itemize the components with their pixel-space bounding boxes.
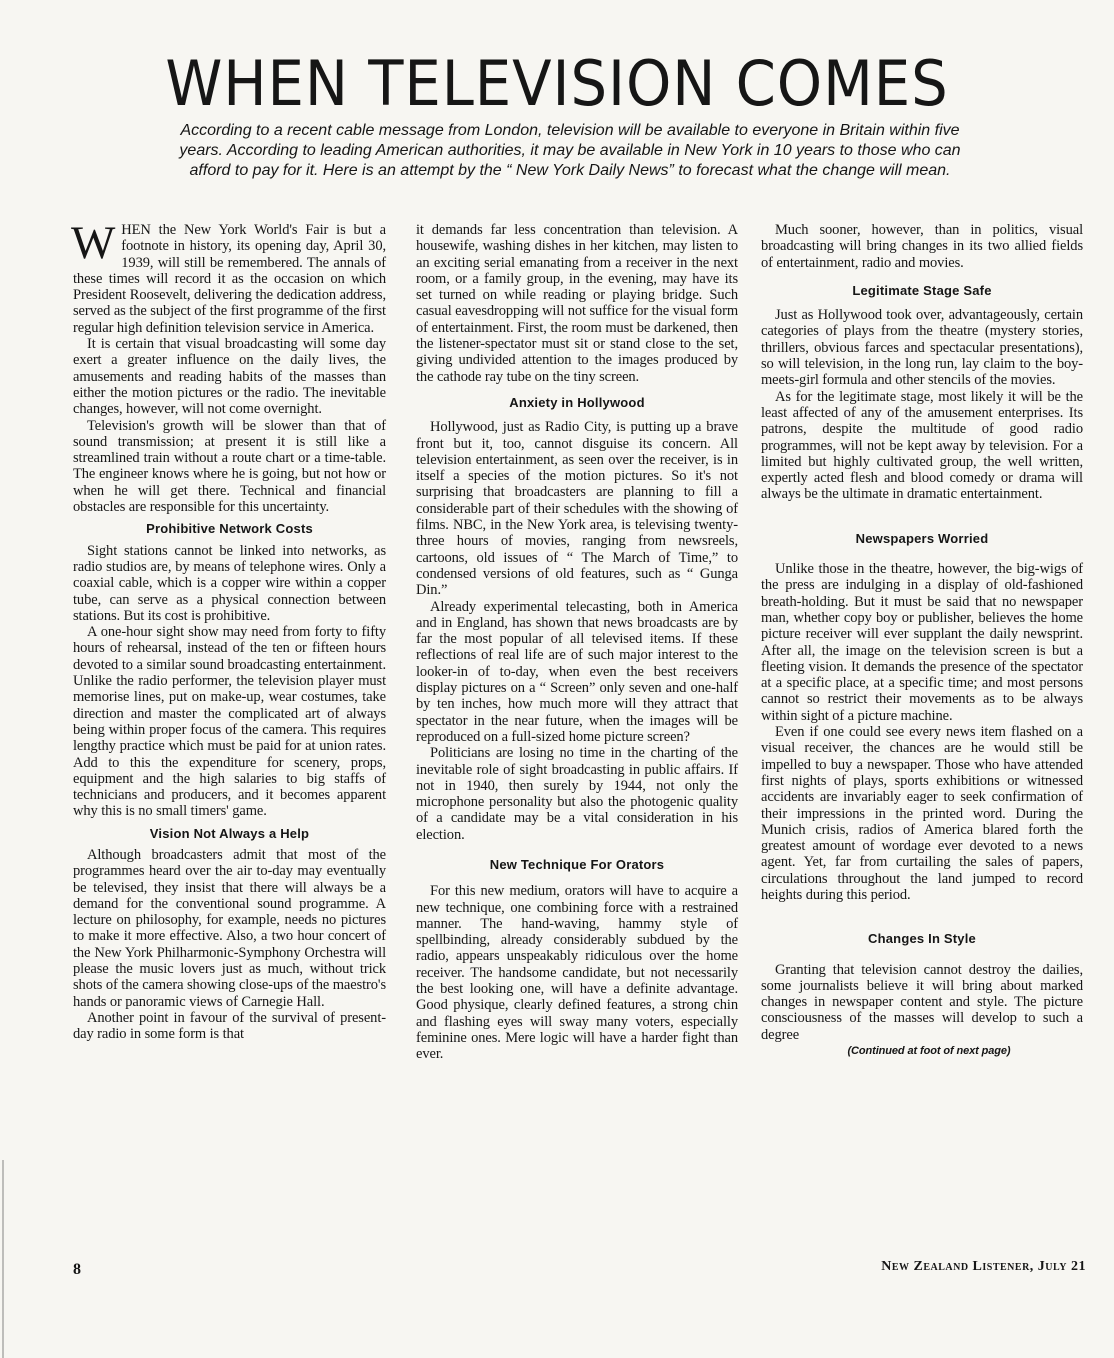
- scan-edge-mark: [2, 1160, 10, 1358]
- opening-paragraph: [71, 217, 386, 336]
- subheading: Prohibitive Network Costs: [146, 521, 313, 537]
- paragraph: Although broadcasters admit that most of the programmes heard over the air to-day may eventually be televised, they insist that there will always be a demand for the conventional sound programme. A lecture on philosophy, for example, needs no pictures to make it more effective. Also, a two hour concert of the New York Philharmonic-Symphony Orchestra will please the music lovers just as much, without trick shots of the camera showing close-ups of the maestro's hands or panoramic views of Carnegie Hall.: [73, 846, 386, 1010]
- paragraph: A one-hour sight show may need from forty to fifty hours of rehearsal, instead of the ten or fifteen hours devoted to a similar sound broadcasting entertainment. Unlike the radio performer, the television player must memorise lines, put on make-up, wear costumes, take direction and master the complicated art of always being within proper focus of the camera. This requires lengthy practice which must be paid for at union rates. Add to this the expenditure for scenery, props, equipment and the high salaries to big staffs of technicians and producers, and it becomes apparent why this is no small timers' game.: [73, 624, 386, 820]
- paragraph: Politicians are losing no time in the charting of the inevitable role of sight broadcasting in public affairs. If not in 1940, then surely by 1944, not only the microphone personality but also the photogenic quality of a candidate may be a vital consideration in his election.: [416, 745, 738, 843]
- paragraph: For this new medium, orators will have to acquire a new technique, one combining force with a restrained manner. The hand-waving, hammy style of spellbinding, already considerably subdued by the radio, appears unspeakably ridiculous over the home receiver. The handsome candidate, but not necessarily the best looking one, will have a definite advantage. Good physique, clearly defined features, a strong chin and flashing eyes will sway many voters, especially feminine ones. Mere logic will have a harder fight than ever.: [416, 883, 738, 1063]
- article-column-1: [71, 217, 386, 1043]
- page-number: 8: [73, 1261, 81, 1278]
- publication-footer: New Zealand Listener, July 21: [881, 1259, 1086, 1274]
- paragraph: Unlike those in the theatre, however, the big-wigs of the press are indulging in a display of old-fashioned breath-holding. But it must be said that no newspaper man, whether copy boy or publisher, believes the home picture receiver will ever supplant the daily newsprint. After all, the image on the television screen is but a fleeting vision. It demands the presence of the spectator at a specific place, at a specific time; and most persons cannot so restrict their movements as to be always within sight of a picture machine.: [761, 561, 1083, 724]
- paragraph: As for the legitimate stage, most likely it will be the least affected of any of the amusement enterprises. Its patrons, despite the multitude of good radio programmes, will not be kept away by television. For a limited but highly cultivated group, the well written, expertly acted flesh and blood comedy or drama will always be the ultimate in dramatic entertainment.: [761, 388, 1083, 503]
- headline: WHEN TELEVISION COMES: [165, 47, 949, 120]
- paragraph: Granting that television cannot destroy the dailies, some journalists believe it will bring about marked changes in newspaper content and style. The picture consciousness of the masses will develop to such a degree: [761, 961, 1083, 1043]
- paragraph: Just as Hollywood took over, advantageously, certain categories of plays from the theatre (mystery stories, thrillers, obvious farces and spectacular presentations), so will television, in the long run, lay claim to the boy-meets-girl formula and other stencils of the movies.: [761, 307, 1083, 389]
- paragraph: Sight stations cannot be linked into networks, as radio studios are, by means of telephone wires. Only a coaxial cable, which is a copper wire within a copper tube, can serve as a physical connection between stations. But its cost is prohibitive.: [73, 542, 386, 624]
- paragraph: Even if one could see every news item flashed on a visual receiver, the chances are he would still be impelled to buy a newspaper. Those who have attended first nights of plays, sports exhibitions or witnessed accidents are invariably eager to seek confirmation of their impressions in the printed word. During the Munich crisis, radios of America blared forth the greatest amount of wordage ever devoted to a news agent. Yet, far from curtailing the sales of papers, circulations throughout the land jumped to record heights during this period.: [761, 724, 1083, 903]
- paragraph: Much sooner, however, than in politics, visual broadcasting will bring changes in its two allied fields of entertainment, radio and movies.: [761, 222, 1083, 271]
- paragraph: it demands far less concentration than television. A housewife, washing dishes in her kitchen, may listen to an exciting serial emanating from a receiver in the next room, or a family group, in the evening, may have its set turned on while reading or playing bridge. Such casual eavesdropping will not suffice for the visual form of entertainment. First, the room must be darkened, then the listener-spectator must sit or stand close to the set, giving undivided attention to the images produced by the cathode ray tube on the tiny screen.: [416, 222, 738, 385]
- paragraph: Another point in favour of the survival of present-day radio in some form is that: [73, 1009, 386, 1043]
- paragraph: Hollywood, just as Radio City, is putting up a brave front but it, too, cannot disguise its concern. All television entertainment, as seen over the receiver, is in itself a species of the motion pictures. So it's not surprising that broadcasters are planning to fill a considerable part of their schedules with the showing of films. NBC, in the New York area, is televising twenty-three hours of movies, ranging from newsreels, cartoons, old issues of “ The March of Time,” to condensed versions of old features, such as “ Gunga Din.”: [416, 419, 738, 599]
- paragraph: Already experimental telecasting, both in America and in England, has shown that news broadcasts are by far the most popular of all televised items. If these reflections of real life are of such major interest to the looker-in of to-day, when even the best receivers display pictures on a “ Screen” only seven and one-half by ten inches, how much more will they attract that spectator in the near future, when the images will be reproduced on a full-sized home picture screen?: [416, 598, 738, 745]
- article-column-2: [416, 222, 738, 1063]
- continued-note: (Continued at foot of next page): [847, 1045, 1011, 1058]
- subheading: Changes In Style: [868, 931, 976, 947]
- subheading: Vision Not Always a Help: [149, 825, 310, 841]
- opening-paragraph-text: HEN the New York World's Fair is but a footnote in history, its opening day, April 30, 1939, will still be remembered. The annals of these times will record it as the occasion on which President Roosevelt, delivering the dedication address, served as the subject of the first programme of the first regular high definition television service in America.: [73, 222, 386, 336]
- intro-paragraph: According to a recent cable message from London, television will be available to everyone in Britain within five years. According to leading American authorities, it may be available in New York in 10 years to those who can afford to pay for it. Here is an attempt by the “ New York Daily News” to forecast what the change will mean.: [179, 122, 961, 179]
- subheading: Newspapers Worried: [855, 530, 989, 546]
- subheading: New Technique For Orators: [489, 856, 665, 872]
- article-column-3: [761, 222, 1083, 1059]
- paragraph: It is certain that visual broadcasting will some day exert a greater influence on the daily lives, the amusements and reading habits of the masses than either the motion pictures or the radio. The inevitable changes, however, will not come overnight.: [73, 336, 386, 418]
- drop-cap: W: [71, 217, 116, 269]
- paragraph: Television's growth will be slower than that of sound transmission; at present it is still like a streamlined train without a route chart or a time-table. The engineer knows where he is going, but not how or when he will get there. Technical and financial obstacles are responsible for this uncertainty.: [73, 417, 386, 516]
- subheading: Anxiety in Hollywood: [509, 394, 645, 410]
- subheading: Legitimate Stage Safe: [852, 282, 992, 298]
